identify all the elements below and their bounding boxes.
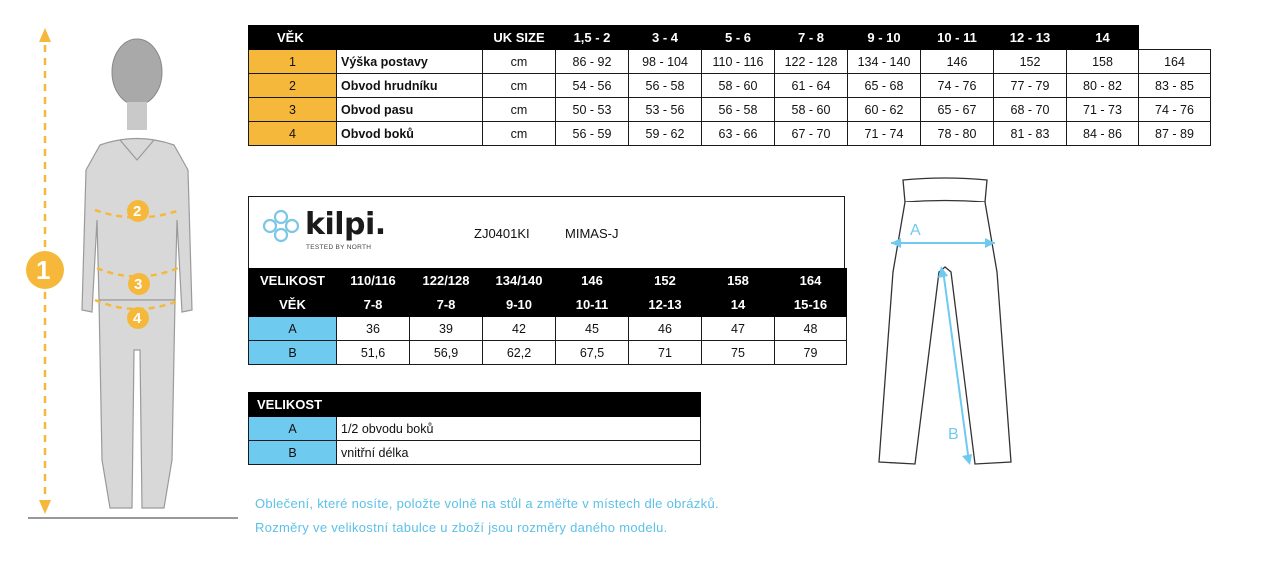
- row-label: Výška postavy: [337, 50, 483, 74]
- cell: 71 - 74: [848, 122, 921, 146]
- cell: 83 - 85: [1139, 74, 1211, 98]
- cell: 47: [702, 317, 775, 341]
- table-row: [249, 441, 701, 465]
- header-cell: 3 - 4: [629, 26, 702, 50]
- cell: 146: [921, 50, 994, 74]
- legend-header-row: [249, 393, 701, 417]
- age-cell: 9-10: [483, 293, 556, 317]
- legend-header: VELIKOST: [249, 393, 701, 417]
- size-cell: 122/128: [410, 269, 483, 293]
- marker-3: 3: [134, 276, 143, 293]
- table-row: [249, 122, 1211, 146]
- row-label: A: [249, 317, 337, 341]
- cell: 71: [629, 341, 702, 365]
- cell: 61 - 64: [775, 74, 848, 98]
- header-cell: 9 - 10: [848, 26, 921, 50]
- cell: 152: [994, 50, 1067, 74]
- table-row: [249, 417, 701, 441]
- header-cell: UK SIZE: [483, 26, 556, 50]
- cell: 65 - 68: [848, 74, 921, 98]
- legend-label: A: [249, 417, 337, 441]
- cell: 158: [1067, 50, 1139, 74]
- model-size-row: [249, 269, 847, 293]
- instruction-note: Rozměry ve velikostní tabulce u zboží jsou rozměry daného modelu.: [255, 520, 668, 535]
- table-row: [249, 98, 1211, 122]
- size-chart-table: [248, 25, 1211, 146]
- table-row: [249, 341, 847, 365]
- header-cell: 5 - 6: [702, 26, 775, 50]
- pants-label-a: A: [910, 222, 921, 239]
- cell: 78 - 80: [921, 122, 994, 146]
- header-cell: 1,5 - 2: [556, 26, 629, 50]
- cell: 58 - 60: [775, 98, 848, 122]
- marker-2: 2: [133, 203, 142, 220]
- row-label: Obvod pasu: [337, 98, 483, 122]
- cell: 45: [556, 317, 629, 341]
- pants-measurement-figure: [875, 172, 1015, 472]
- header-cell: [337, 26, 483, 50]
- cell: 81 - 83: [994, 122, 1067, 146]
- age-cell: 15-16: [775, 293, 847, 317]
- legend-label: B: [249, 441, 337, 465]
- cell: 39: [410, 317, 483, 341]
- cell: 56 - 59: [556, 122, 629, 146]
- age-cell: 7-8: [337, 293, 410, 317]
- size-table-header-row: [249, 26, 1211, 50]
- cell: 56,9: [410, 341, 483, 365]
- row-unit: cm: [483, 98, 556, 122]
- size-cell: 152: [629, 269, 702, 293]
- table-row: [249, 317, 847, 341]
- cell: 164: [1139, 50, 1211, 74]
- header-cell: 10 - 11: [921, 26, 994, 50]
- cell: 77 - 79: [994, 74, 1067, 98]
- cell: 62,2: [483, 341, 556, 365]
- cell: 59 - 62: [629, 122, 702, 146]
- cell: 87 - 89: [1139, 122, 1211, 146]
- model-size-table: [248, 268, 847, 365]
- cell: 75: [702, 341, 775, 365]
- table-row: [249, 50, 1211, 74]
- cell: 134 - 140: [848, 50, 921, 74]
- cell: 67,5: [556, 341, 629, 365]
- brand-logo-text: kilpi.: [305, 207, 386, 242]
- vek-label: VĚK: [249, 293, 337, 317]
- age-cell: 7-8: [410, 293, 483, 317]
- cell: 56 - 58: [702, 98, 775, 122]
- cell: 79: [775, 341, 847, 365]
- cell: 54 - 56: [556, 74, 629, 98]
- legend-text: vnitřní délka: [337, 441, 701, 465]
- size-cell: 158: [702, 269, 775, 293]
- cell: 86 - 92: [556, 50, 629, 74]
- header-cell: VĚK: [249, 26, 337, 50]
- marker-4: 4: [133, 310, 142, 327]
- age-cell: 12-13: [629, 293, 702, 317]
- cell: 51,6: [337, 341, 410, 365]
- header-cell: 14: [1067, 26, 1139, 50]
- size-cell: 146: [556, 269, 629, 293]
- model-name: MIMAS-J: [565, 226, 619, 241]
- cell: 63 - 66: [702, 122, 775, 146]
- header-cell: 12 - 13: [994, 26, 1067, 50]
- cell: 71 - 73: [1067, 98, 1139, 122]
- legend-text: 1/2 obvodu boků: [337, 417, 701, 441]
- row-label: Obvod hrudníku: [337, 74, 483, 98]
- size-cell: 110/116: [337, 269, 410, 293]
- pants-label-b: B: [948, 426, 959, 443]
- cell: 42: [483, 317, 556, 341]
- cell: 68 - 70: [994, 98, 1067, 122]
- cell: 46: [629, 317, 702, 341]
- cell: 98 - 104: [629, 50, 702, 74]
- cell: 84 - 86: [1067, 122, 1139, 146]
- row-number: 3: [249, 98, 337, 122]
- cell: 56 - 58: [629, 74, 702, 98]
- cell: 67 - 70: [775, 122, 848, 146]
- table-row: [249, 74, 1211, 98]
- cell: 53 - 56: [629, 98, 702, 122]
- cell: 48: [775, 317, 847, 341]
- cell: 65 - 67: [921, 98, 994, 122]
- cell: 110 - 116: [702, 50, 775, 74]
- row-unit: cm: [483, 74, 556, 98]
- size-cell: 164: [775, 269, 847, 293]
- row-number: 2: [249, 74, 337, 98]
- row-number: 4: [249, 122, 337, 146]
- model-code: ZJ0401KI: [474, 226, 530, 241]
- row-number: 1: [249, 50, 337, 74]
- cell: 50 - 53: [556, 98, 629, 122]
- marker-1: 1: [36, 255, 51, 285]
- row-label: Obvod boků: [337, 122, 483, 146]
- row-unit: cm: [483, 122, 556, 146]
- instruction-note: Oblečení, které nosíte, položte volně na stůl a změřte v místech dle obrázků.: [255, 496, 719, 511]
- cell: 80 - 82: [1067, 74, 1139, 98]
- model-age-row: [249, 293, 847, 317]
- age-cell: 14: [702, 293, 775, 317]
- row-unit: cm: [483, 50, 556, 74]
- age-cell: 10-11: [556, 293, 629, 317]
- cell: 60 - 62: [848, 98, 921, 122]
- header-cell: 7 - 8: [775, 26, 848, 50]
- legend-table: [248, 392, 701, 465]
- cell: 58 - 60: [702, 74, 775, 98]
- row-label: B: [249, 341, 337, 365]
- kilpi-logo-icon: [256, 206, 306, 246]
- cell: 74 - 76: [1139, 98, 1211, 122]
- cell: 122 - 128: [775, 50, 848, 74]
- brand-tagline: TESTED BY NORTH: [306, 244, 372, 251]
- velikost-label: VELIKOST: [249, 269, 337, 293]
- cell: 36: [337, 317, 410, 341]
- size-cell: 134/140: [483, 269, 556, 293]
- cell: 74 - 76: [921, 74, 994, 98]
